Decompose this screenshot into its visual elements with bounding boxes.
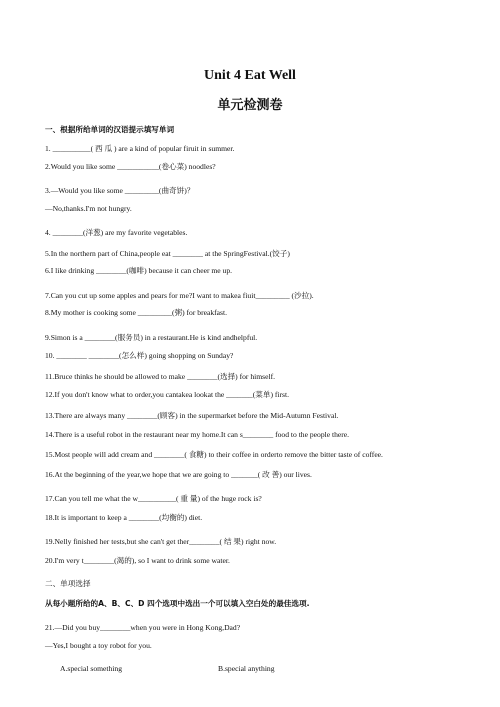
question-line: —No,thanks.I'm not hungry. [45,204,132,213]
question-line: —Yes,I bought a toy robot for you. [45,641,152,650]
question-line: 8.My mother is cooking some _________(粥) for breakfast. [45,308,228,317]
question-line: 20.I'm very t________(渴的), so I want to drink some water. [45,556,230,565]
question-line: 3.—Would you like some _________(曲奇饼)？ [45,186,195,195]
question-line: 18.It is important to keep a ________(均衡的) diet. [45,513,203,522]
question-line: 16.At the beginning of the year,we hope that we are going to _______( 改 善) our lives. [45,470,312,479]
question-line: 10. ________ ________(怎么样) going shopping on Sunday? [45,351,234,360]
question-line: 15.Most people will add cream and ________( 食糖) to their coffee in orderto remove the bitter taste of coffee. [45,450,383,459]
section2-heading: 二、单项选择 [45,579,91,588]
question-line: 6.I like drinking ________(咖啡) because it can cheer me up. [45,266,233,275]
question-line: 7.Can you cut up some apples and pears for me?I want to makea fiuit_________ (沙拉). [45,291,314,300]
question-line: 4. ________(洋葱) are my favorite vegetables. [45,228,188,237]
question-line: 1. __________( 西 瓜 ) are a kind of popular firuit in summer. [45,144,235,153]
question-line: 11.Bruce thinks he should be allowed to make ________(选择) for himself. [45,372,276,381]
question-line: 5.In the northern part of China,people eat ________ at the SpringFestival.(饺子) [45,249,290,258]
question-line: 14.There is a useful robot in the restaurant near my home.It can s________ food to the people there. [45,430,350,439]
question-line: 9.Simon is a ________(服务员) in a restaurant.He is kind andhelpful. [45,333,258,342]
question-line: 19.Nelly finished her tests,but she can't get ther________( 结 果) right now. [45,537,277,546]
option-a: A.special something [60,664,123,673]
question-line: 17.Can you tell me what the w__________( 重 量) of the huge rock is? [45,494,262,503]
section1-heading: 一、根据所给单词的汉语提示填写单词 [45,125,175,134]
question-line: 2.Would you like some ___________(卷心菜) noodles? [45,162,216,171]
question-line: 13.There are always many ________(顾客) in the supermarket before the Mid-Autumn Festival. [45,411,339,420]
question-line: 21.—Did you buy________when you were in Hong Kong,Dad? [45,623,241,632]
page-subtitle: 单元检测卷 [217,98,283,113]
option-b: B.special anything [218,664,275,673]
page-title: Unit 4 Eat Well [204,68,296,83]
question-line: 12.If you don't know what to order,you cantakea lookat the _______(菜单) first. [45,390,290,399]
section2-instruction: 从每小题所给的A、B、C、D 四个选项中选出一个可以填入空白处的最佳选项. [45,599,310,608]
